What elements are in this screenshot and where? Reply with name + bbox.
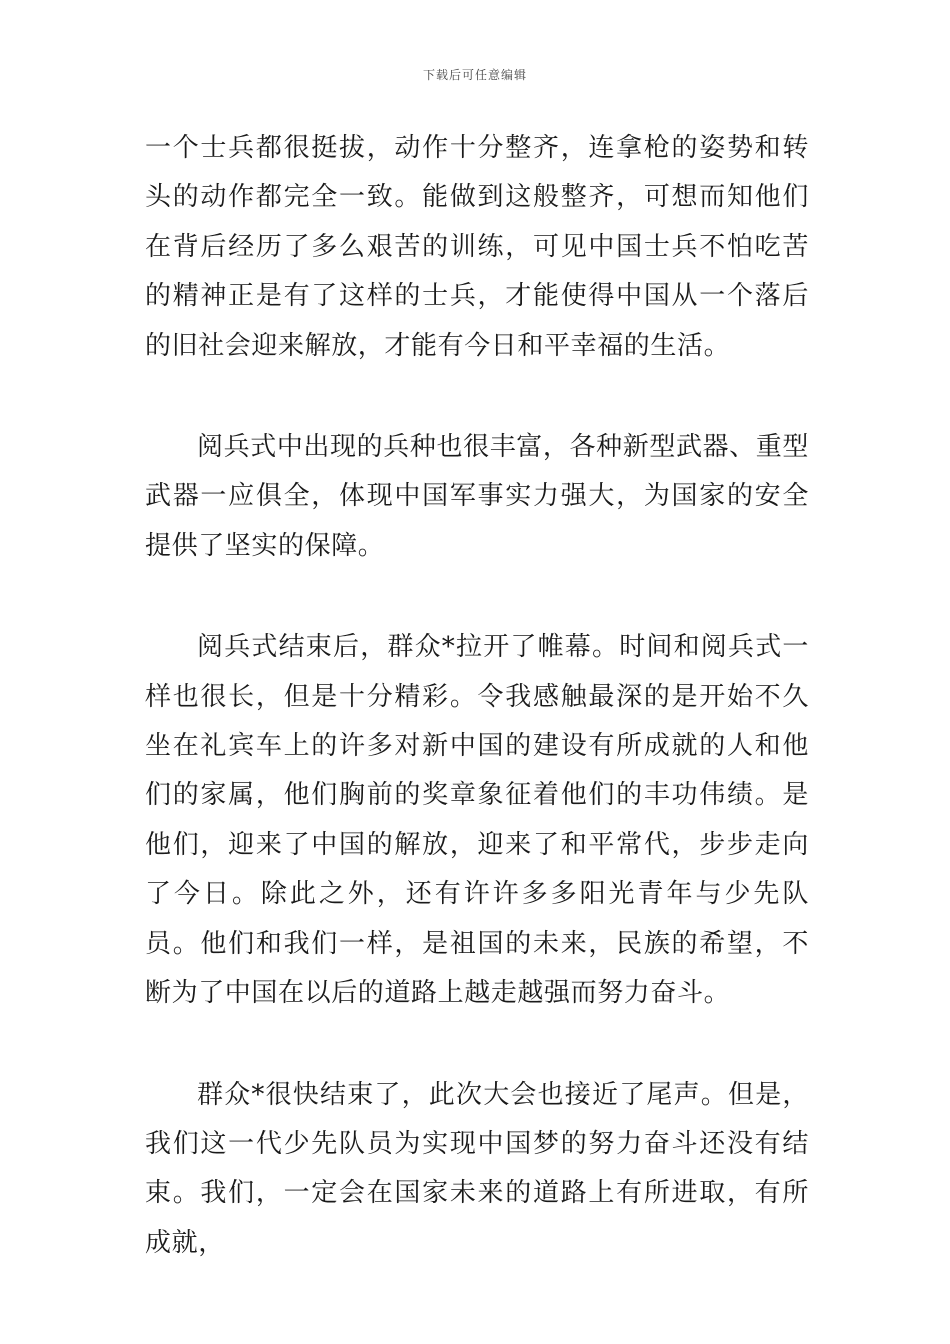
paragraph-2: 阅兵式中出现的兵种也很丰富，各种新型武器、重型武器一应俱全，体现中国军事实力强大，为国家的安全提供了坚实的保障。 bbox=[145, 432, 809, 561]
paragraph-3: 阅兵式结束后，群众*拉开了帷幕。时间和阅兵式一样也很长，但是十分精彩。令我感触最深的是开始不久坐在礼宾车上的许多对新中国的建设有所成就的人和他们的家属，他们胸前的奖章象征着他们的丰功伟绩。是他们，迎来了中国的解放，迎来了和平常代，步步走向了今日。除此之外，还有许许多多阳光青年与少先队员。他们和我们一样，是祖国的未来，民族的希望，不断为了中国在以后的道路上越走越强而努力奋斗。 bbox=[145, 632, 809, 1009]
document-body bbox=[145, 124, 809, 1268]
paragraph-1: 一个士兵都很挺拔，动作十分整齐，连拿枪的姿势和转头的动作都完全一致。能做到这般整齐，可想而知他们在背后经历了多么艰苦的训练，可见中国士兵不怕吃苦的精神正是有了这样的士兵，才能使得中国从一个落后的旧社会迎来解放，才能有今日和平幸福的生活。 bbox=[145, 133, 809, 361]
page-header: 下载后可任意编辑 bbox=[422, 68, 527, 82]
paragraph-4: 群众*很快结束了，此次大会也接近了尾声。但是，我们这一代少先队员为实现中国梦的努力奋斗还没有结束。我们，一定会在国家未来的道路上有所进取，有所成就， bbox=[145, 1079, 809, 1258]
